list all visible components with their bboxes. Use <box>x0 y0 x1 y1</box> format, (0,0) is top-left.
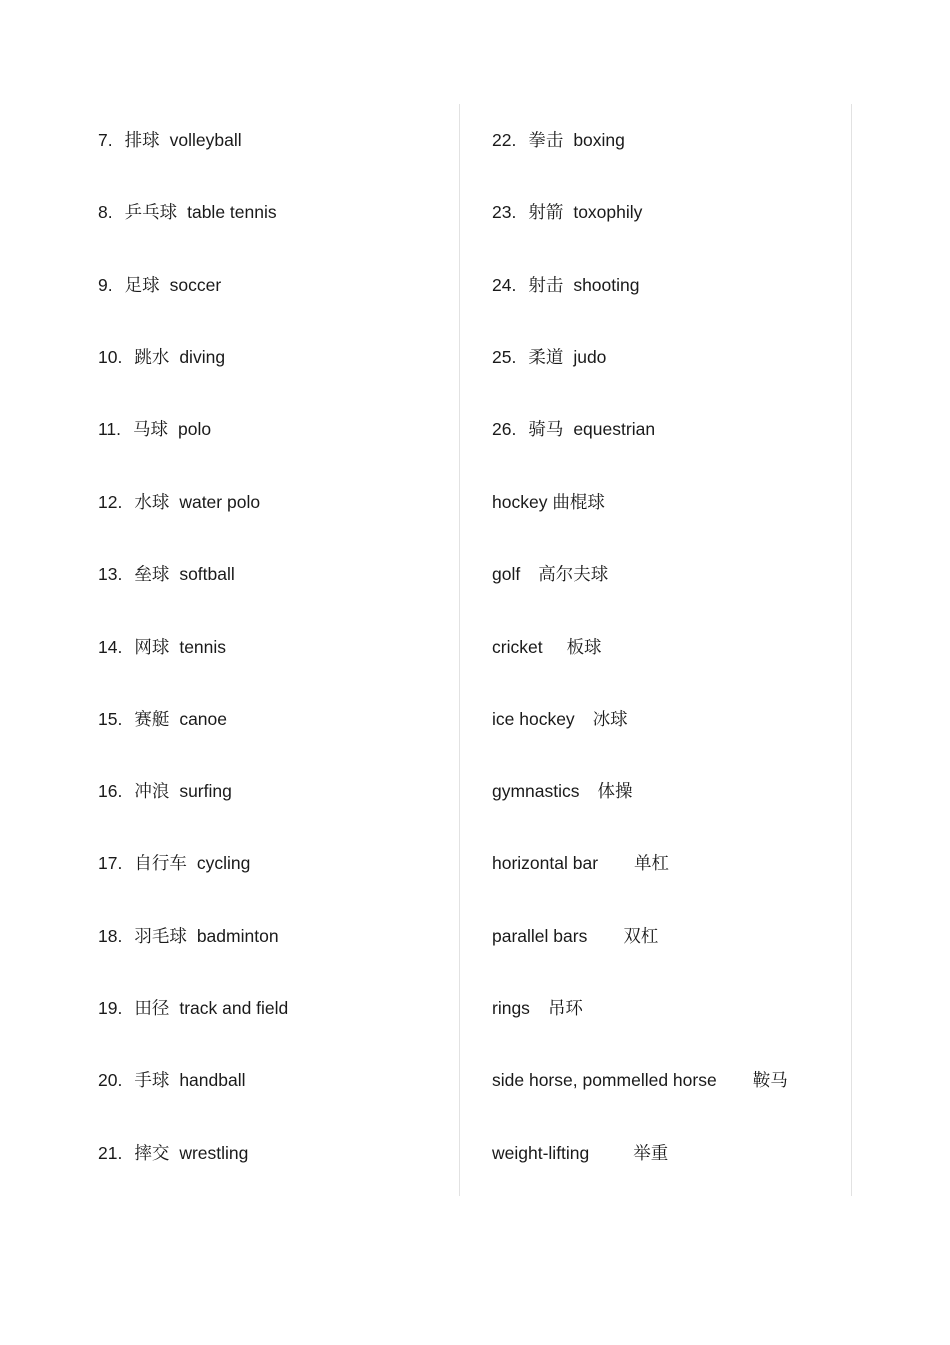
list-item: 18. 羽毛球 badminton <box>98 926 279 946</box>
list-item: 25. 柔道 judo <box>492 347 607 367</box>
list-item: ice hockey 冰球 <box>492 709 628 729</box>
list-item: parallel bars 双杠 <box>492 926 659 946</box>
list-item: 7. 排球 volleyball <box>98 130 242 150</box>
list-item: 11. 马球 polo <box>98 419 212 439</box>
list-item: 26. 骑马 equestrian <box>492 419 656 439</box>
list-item: hockey 曲棍球 <box>492 492 605 512</box>
list-item: 24. 射击 shooting <box>492 275 640 295</box>
right-border <box>851 104 852 1196</box>
list-item: 22. 拳击 boxing <box>492 130 625 150</box>
list-item: rings 吊环 <box>492 998 583 1018</box>
list-item: golf 高尔夫球 <box>492 564 609 584</box>
list-item: 16. 冲浪 surfing <box>98 781 232 801</box>
list-item: cricket 板球 <box>492 637 602 657</box>
list-item: 10. 跳水 diving <box>98 347 226 367</box>
list-item: 12. 水球 water polo <box>98 492 261 512</box>
list-item: 13. 垒球 softball <box>98 564 235 584</box>
list-item: 23. 射箭 toxophily <box>492 202 643 222</box>
list-item: 21. 摔交 wrestling <box>98 1143 249 1163</box>
list-item: weight-lifting 举重 <box>492 1143 669 1163</box>
list-item: 15. 赛艇 canoe <box>98 709 228 729</box>
list-item: 19. 田径 track and field <box>98 998 289 1018</box>
list-item: 20. 手球 handball <box>98 1070 246 1090</box>
column-divider <box>459 104 460 1196</box>
list-item: horizontal bar 单杠 <box>492 853 670 873</box>
list-item: 14. 网球 tennis <box>98 637 227 657</box>
list-item: 17. 自行车 cycling <box>98 853 251 873</box>
list-item: 8. 乒乓球 table tennis <box>98 202 277 222</box>
list-item: 9. 足球 soccer <box>98 275 222 295</box>
list-item: gymnastics 体操 <box>492 781 633 801</box>
vocabulary-table <box>66 104 852 1196</box>
list-item: side horse, pommelled horse 鞍马 <box>492 1070 788 1090</box>
